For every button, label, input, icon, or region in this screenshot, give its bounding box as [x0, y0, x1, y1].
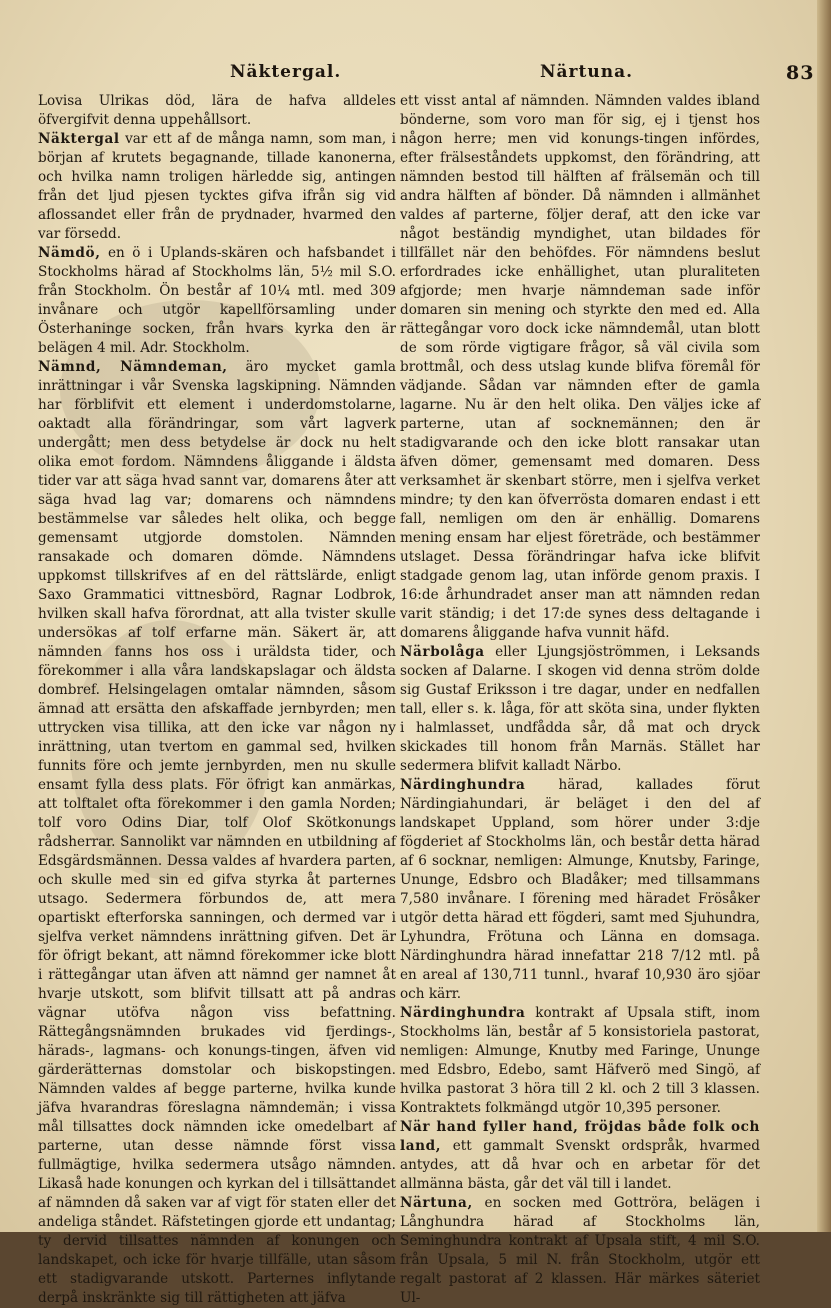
entry-headword: Närdinghundra	[400, 777, 526, 793]
entry-text: en ö i Uplands-skären och hafsbandet i Stockholms härad af Stockholms län, 5½ mil S.O. från Stockholm. Ön består af 10¼ mtl. med 309 invånare och utgör kapellförsamling under Österhaninge socken, från hvars kyrka den är belägen 4 mil. Adr. Stockholm.	[38, 245, 396, 356]
entry-headword: Nämnd, Nämndeman,	[38, 359, 228, 375]
entry-headword: Näktergal	[38, 131, 120, 147]
entry-text: en socken med Gottröra, belägen i Långhundra härad af Stockholms län, Seminghundra kontrakt af Upsala stift, 4 mil S.O. från Upsala, 5 mil N. från Stockholm, utgör ett regalt pastorat af 2 klassen. Här märkes säteriet Ul-	[400, 1195, 760, 1306]
dictionary-entry	[38, 92, 396, 130]
dictionary-entry	[400, 1004, 760, 1118]
right-column	[400, 92, 760, 1308]
entry-headword: Närtuna,	[400, 1195, 473, 1211]
dictionary-entry	[400, 643, 760, 776]
entry-headword: Nämdö,	[38, 245, 101, 261]
entry-text: äro mycket gamla inrättningar i vår Svenska lagskipning. Nämnden har förblifvit ett element i underdomstolarne, oaktadt alla förändringar, som vårt lagverk undergått; men dess betydelse är dock nu helt olika emot fordom. Nämndens åliggande i äldsta tider var att säga hvad sannt var, domarens åter att säga hvad lag var; domarens och nämndens bestämmelse var således helt olika, och begge gemensamt utgjorde domstolen. Nämnden ransakade och domaren dömde. Nämndens uppkomst tillskrifves af en del rättslärde, enligt Saxo Grammatici vittnesbörd, Ragnar Lodbrok, hvilken skall hafva förordnat, att alla tvister skulle undersökas af tolf erfarne män. Säkert är, att nämnden fanns hos oss i uräldsta tider, och förekommer i alla våra landskapslagar och äldsta dombref. Helsingelagen omtalar nämnden, såsom ämnad att ersätta den afskaffade jernbyrden; men uttrycken visa tillika, att den icke var någon ny inrättning, utan tvertom en gammal sed, hvilken funnits före och jemte jernbyrden, men nu skulle ensamt fylla dess plats. För öfrigt kan anmärkas, att tolftalet ofta förekommer i den gamla Norden; tolf voro Odins Diar, tolf Olof Skötkonungs rådsherrar. Sannolikt var nämnden en utbildning af Edsgärdsmännen. Dessa valdes af hvardera parten, och skulle med sin ed gifva styrka åt parternes utsago. Sedermera förbundos de, att mera opartiskt efterforska sanningen, och dermed var i sjelfva verket nämndens inrättning gifven. Det är för öfrigt bekant, att nämnd förekommer icke blott i rättegångar utan äfven att nämnd ger namnet åt hvarje utskott, som blifvit tillsatt att på andras vägnar utöfva någon viss befattning. Rättegångsnämnden brukades vid fjerdings-, härads-, lagmans- och konungs-tingen, äfven vid gärderätternas domstolar och biskopstingen. Nämnden valdes af begge parterne, hvilka kunde jäfva hvarandras föreslagna nämndemän; i vissa mål tillsattes dock nämnden icke omedelbart af parterne, utan desse nämnde först vissa fullmägtige, hvilka sedermera utsågo nämnden. Likaså hade konungen och kyrkan del i tillsättandet af nämnden då saken var af vigt för staten eller det andeliga ståndet. Räfstetingen gjorde ett undantag; ty dervid tillsattes nämnden af konungen och landskapet, och icke för hvarje tillfälle, utan såsom ett stadigvarande utskott. Parternes inflytande derpå inskränkte sig till rättigheten att jäfva	[38, 359, 397, 1306]
page-number: 83	[786, 62, 815, 84]
running-header	[0, 62, 831, 86]
dictionary-entry	[400, 776, 760, 1004]
dictionary-entry	[38, 244, 396, 358]
left-column	[38, 92, 396, 1308]
entry-text: Lovisa Ulrikas död, lära de hafva alldeles öfvergifvit denna uppehållsort.	[38, 93, 396, 128]
page-edge	[817, 0, 831, 1232]
entry-headword: Närdinghundra	[400, 1005, 526, 1021]
entry-text: var ett af de många namn, som man, i början af krutets begagnande, tillade kanonerna, och hvilka namn troligen härledde sig, antingen från det ljud pjesen tycktes gifva ifrån sig vid aflossandet eller från de prydnader, hvarmed den var försedd.	[38, 131, 396, 242]
entry-text: eller Ljungsjöströmmen, i Leksands socken af Dalarne. I skogen vid denna ström dolde sig Gustaf Eriksson i tre dagar, under en nedfallen tall, eller s. k. låga, för att sköta sina, under flykten i halmlasset, undfådda sår, då mat och dryck skickades till honom från Marnäs. Stället har sedermera blifvit kalladt Närbo.	[400, 644, 760, 774]
entry-text: härad, kallades förut Närdingiahundari, är beläget i den del af landskapet Uppland, som hörer under 3:dje fögderiet af Stockholms län, och består detta härad af 6 socknar, nemligen: Almunge, Knutsby, Faringe, Ununge, Edsbro och Bladåker; med tillsammans 7,580 invånare. I förening med häradet Frösåker utgör detta härad ett fögderi, samt med Sjuhundra, Lyhundra, Frötuna och Länna en domsaga. Närdinghundra härad innefattar 218 7/12 mtl. på en areal af 130,711 tunnl., hvaraf 10,930 äro sjöar och kärr.	[400, 777, 760, 1002]
dictionary-entry	[400, 1118, 760, 1194]
header-left-catchword: Näktergal.	[230, 62, 342, 82]
entry-headword: Närbolåga	[400, 644, 485, 660]
dictionary-entry	[400, 1194, 760, 1308]
header-right-catchword: Närtuna.	[540, 62, 634, 82]
entry-text: ett visst antal af nämnden. Nämnden valdes ibland bönderne, som voro man för sig, ej i tjenst hos någon herre; men vid konungs-tingen infördes, efter frälseståndets uppkomst, den förändring, att nämnden bestod till hälften af frälsemän och till andra hälften af bönder. Då nämnden i allmänhet valdes af parterne, följer deraf, att den icke var något beständig myndighet, utan bildades för tillfället när den behöfdes. För nämndens beslut erfordrades icke enhällighet, utan pluraliteten afgjorde; men hvarje nämndeman sade inför domaren sin mening och styrkte den med ed. Alla rättegångar voro dock icke nämndemål, utan blott de som rörde vigtigare frågor, så väl civila som brottmål, och dess utslag kunde blifva föremål för vädjande. Sådan var nämnden efter de gamla lagarne. Nu är den helt olika. Den väljes icke af parterne, utan af socknemännen; den är stadigvarande och den icke blott ransakar utan äfven dömer, gemensamt med domaren. Dess verksamhet är skenbart större, men i sjelfva verket mindre; ty den kan öfverrösta domaren endast i ett fall, nemligen om den är enhällig. Domarens mening ensam har eljest företräde, och bestämmer utslaget. Dessa förändringar hafva icke blifvit stadgade genom lag, utan införde genom praxis. I 16:de århundradet anser man att nämnden redan varit ständig; i det 17:de synes dess deltagande i domarens åliggande hafva vunnit häfd.	[400, 93, 760, 641]
entry-headword: När hand fyller hand, fröjdas både folk och land,	[400, 1119, 760, 1154]
dictionary-entry	[400, 92, 760, 643]
dictionary-entry	[38, 358, 396, 1308]
entry-text: kontrakt af Upsala stift, inom Stockholms län, består af 5 konsistoriela pastorat, nemligen: Almunge, Knutby med Faringe, Ununge med Edsbro, Edebo, samt Häfverö med Singö, af hvilka pastorat 3 höra till 2 kl. och 2 till 3 klassen. Kontraktets folkmängd utgör 10,395 personer.	[400, 1005, 760, 1116]
entry-text: ett gammalt Svenskt ordspråk, hvarmed antydes, att då hvar och en arbetar för det allmänna bästa, går det väl till i landet.	[400, 1138, 760, 1192]
dictionary-entry	[38, 130, 396, 244]
